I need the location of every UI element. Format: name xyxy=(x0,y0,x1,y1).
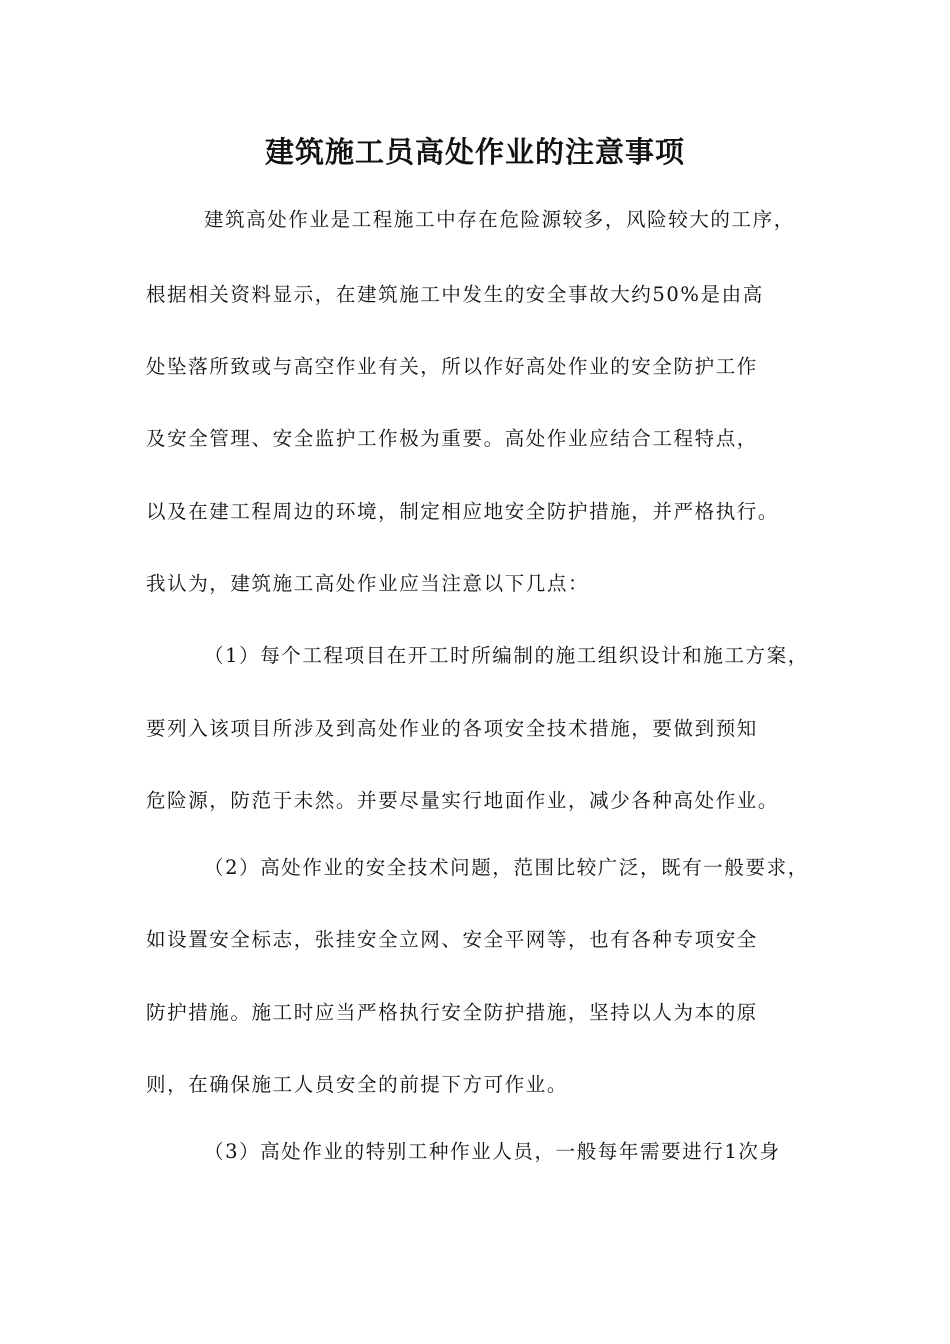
paragraph-line: 防护措施。施工时应当严格执行安全防护措施，坚持以人为本的原 xyxy=(146,1001,758,1024)
paragraph-line: 我认为，建筑施工高处作业应当注意以下几点： xyxy=(146,572,590,595)
paragraph-line: （2）高处作业的安全技术问题，范围比较广泛，既有一般要求， xyxy=(204,856,809,879)
document-title: 建筑施工员高处作业的注意事项 xyxy=(264,135,685,169)
paragraph-line: 以及在建工程周边的环境，制定相应地安全防护措施，并严格执行。 xyxy=(146,500,780,523)
paragraph-line: 则，在确保施工人员安全的前提下方可作业。 xyxy=(146,1073,569,1096)
paragraph-line: 根据相关资料显示，在建筑施工中发生的安全事故大约50%是由高 xyxy=(146,283,764,306)
paragraph-line: 及安全管理、安全监护工作极为重要。高处作业应结合工程特点， xyxy=(146,427,758,450)
paragraph-line: 处坠落所致或与高空作业有关，所以作好高处作业的安全防护工作 xyxy=(146,355,758,378)
paragraph-line: 危险源，防范于未然。并要尽量实行地面作业，减少各种高处作业。 xyxy=(146,789,780,812)
paragraph-line: 建筑高处作业是工程施工中存在危险源较多，风险较大的工序， xyxy=(204,208,795,231)
paragraph-line: 要列入该项目所涉及到高处作业的各项安全技术措施，要做到预知 xyxy=(146,717,758,740)
paragraph-line: 如设置安全标志，张挂安全立网、安全平网等，也有各种专项安全 xyxy=(146,928,758,951)
paragraph-line: （3）高处作业的特别工种作业人员，一般每年需要进行1次身 xyxy=(204,1140,781,1163)
paragraph-line: （1）每个工程项目在开工时所编制的施工组织设计和施工方案， xyxy=(204,644,809,667)
